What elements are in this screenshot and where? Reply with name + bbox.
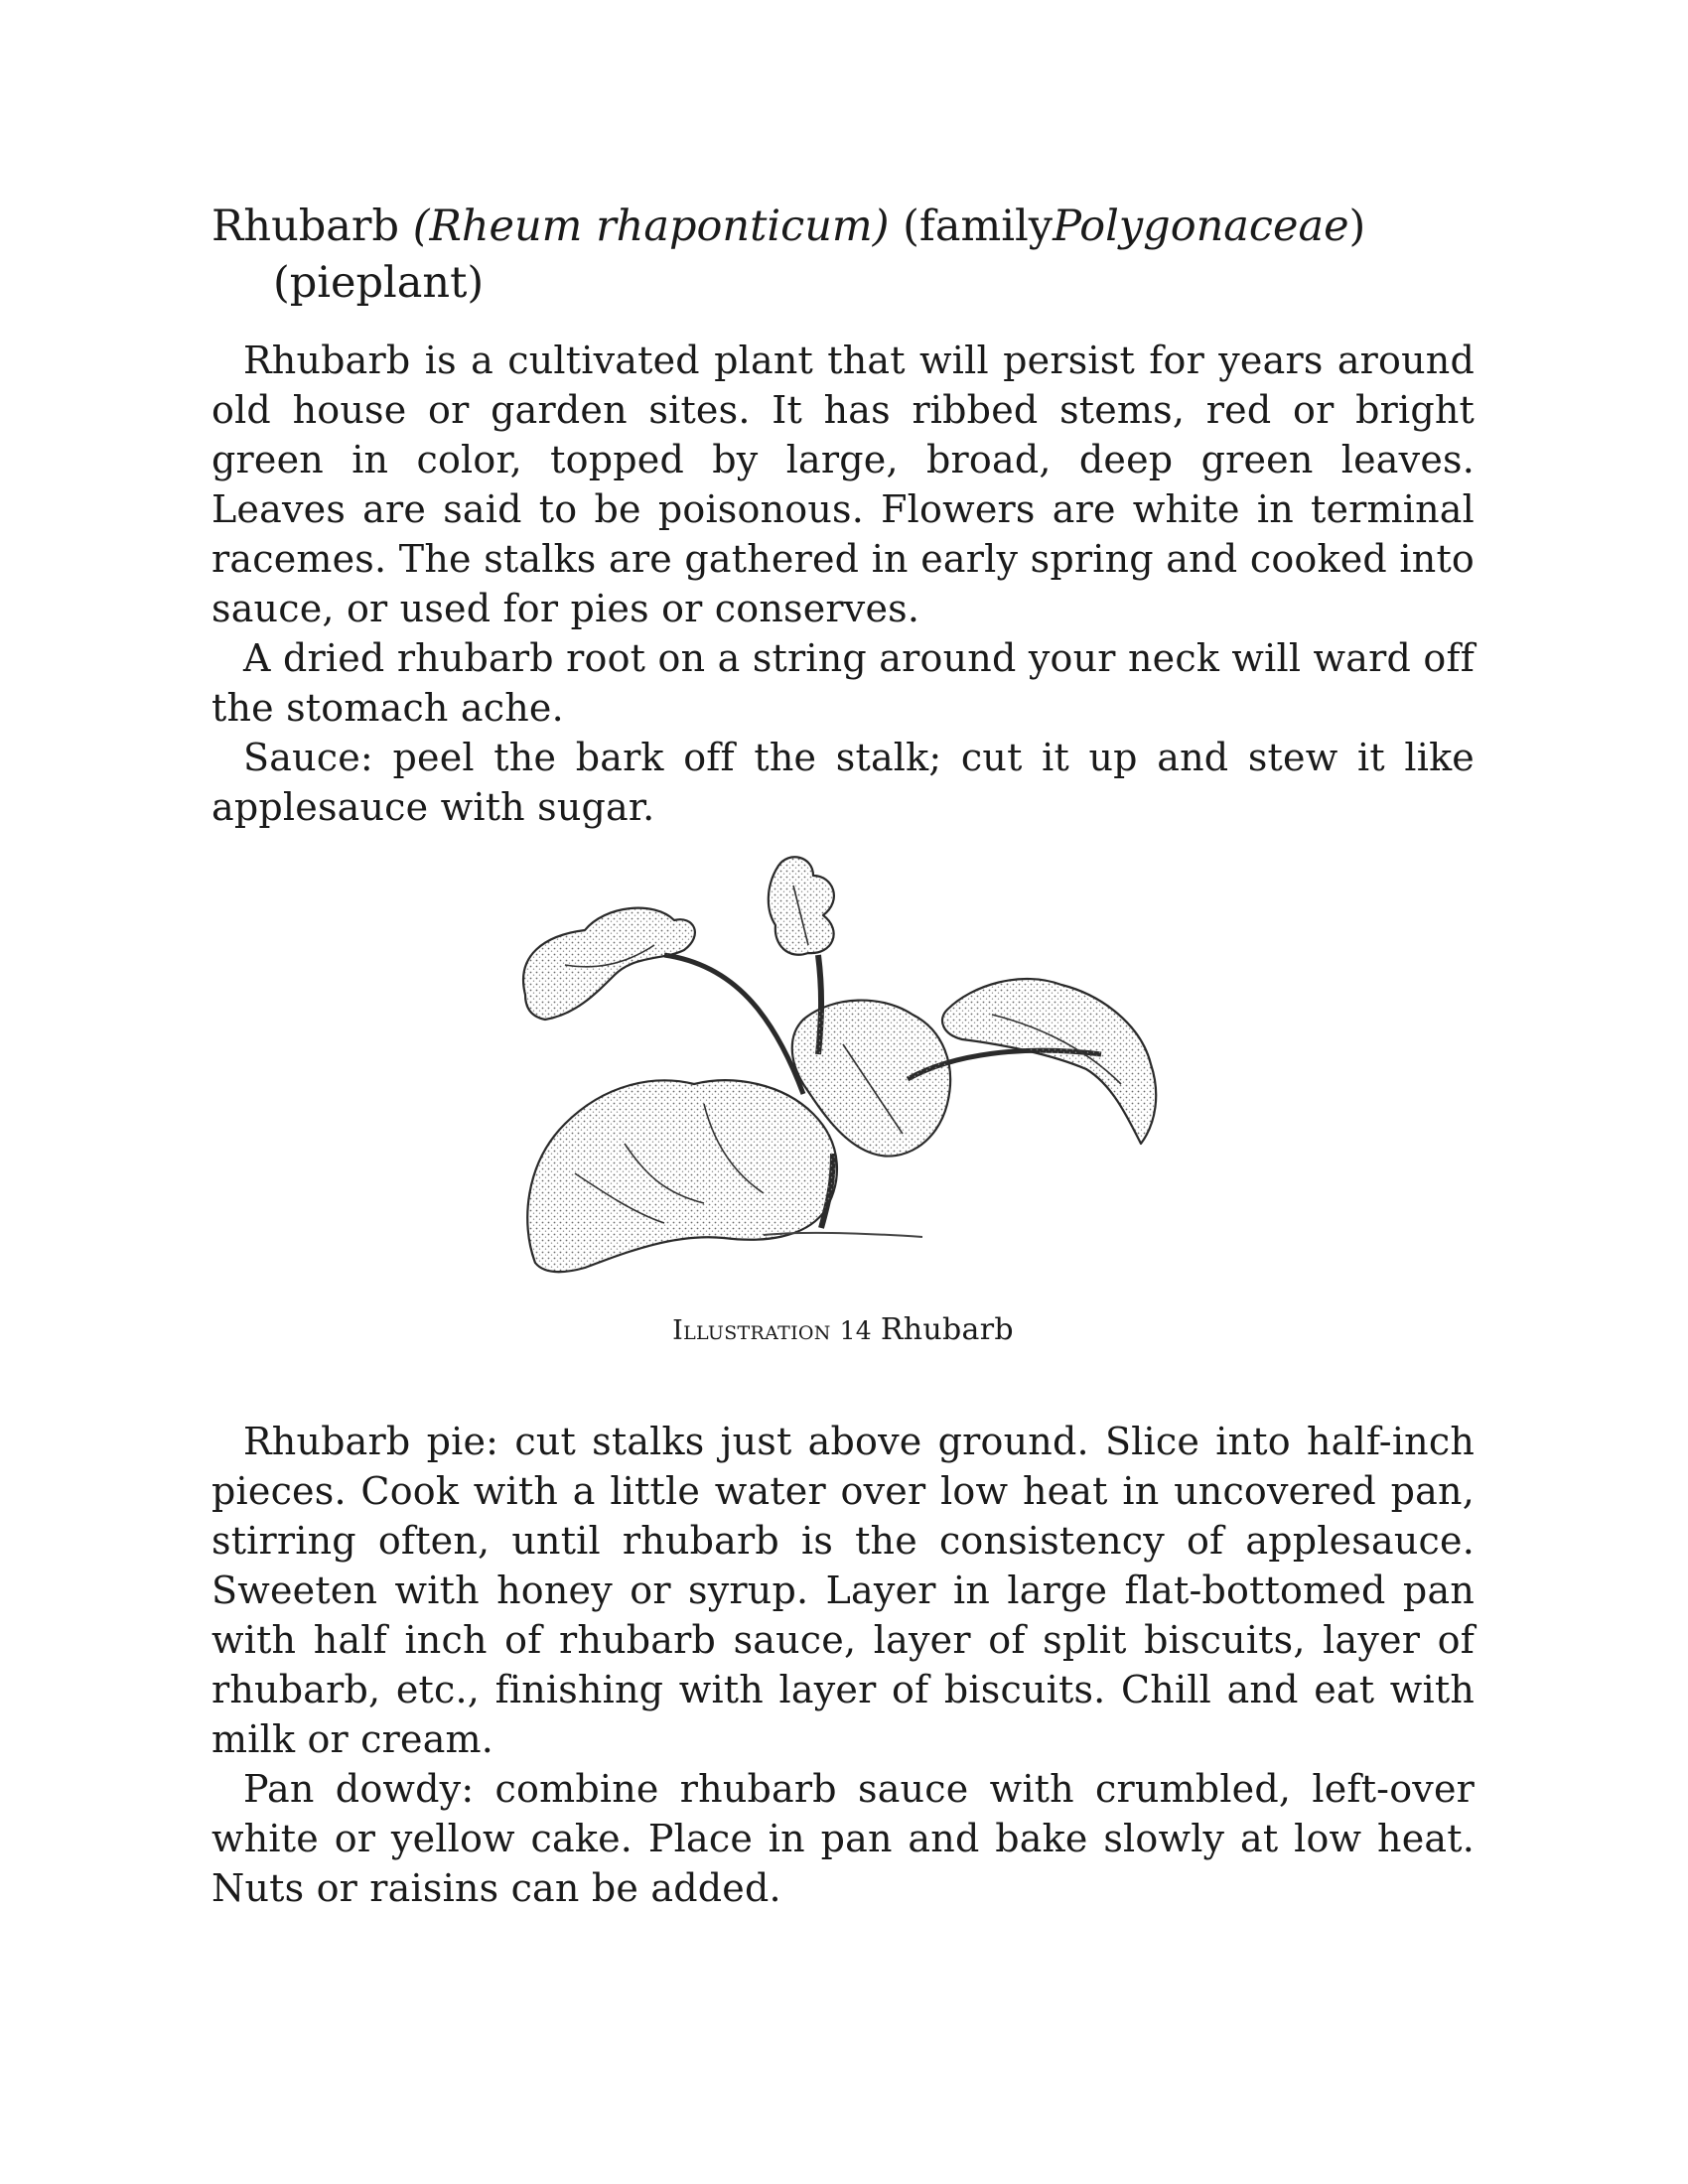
family-label: (family <box>903 202 1054 251</box>
caption-label: Illustration <box>672 1315 831 1346</box>
caption-name: Rhubarb <box>880 1312 1014 1347</box>
illustration-figure <box>211 846 1475 1347</box>
description-section <box>211 336 1475 832</box>
recipes-section <box>211 1417 1475 1913</box>
paragraph: Sauce: peel the bark off the stalk; cut it up and stew it like applesauce with sugar. <box>211 736 1475 829</box>
family-name: Polygonaceae <box>1053 202 1349 251</box>
paragraph: Rhubarb is a cultivated plant that will persist for years around old house or garden sites. It has ribbed stems, red or bright green in color, topped by large, broad, deep green leaves. Leaves are said to be poisonous. Flowers are white in terminal racemes. The stalks are gathered in early spring and cooked into sauce, or used for pies or conserves. <box>211 339 1475 630</box>
page <box>211 199 1475 1913</box>
scientific-name: (Rheum rhaponticum) <box>412 202 890 251</box>
paragraph: A dried rhubarb root on a string around your neck will ward off the stomach ache. <box>211 636 1475 730</box>
entry-name: Rhubarb <box>211 202 400 251</box>
rhubarb-illustration <box>505 846 1181 1293</box>
caption-number: 14 <box>839 1316 872 1345</box>
common-name: (pieplant) <box>273 258 485 308</box>
figure-caption <box>211 1312 1475 1347</box>
family-close: ) <box>1348 202 1366 251</box>
paragraph: Pan dowdy: combine rhubarb sauce with crumbled, left-over white or yellow cake. Place in pan and bake slowly at low heat. Nuts or raisins can be added. <box>211 1767 1475 1910</box>
entry-heading <box>211 199 1475 312</box>
paragraph: Rhubarb pie: cut stalks just above ground. Slice into half-inch pieces. Cook with a little water over low heat in uncovered pan, stirring often, until rhubarb is the consistency of applesauce. Sweeten with honey or syrup. Layer in large flat-bottomed pan with half inch of rhubarb sauce, layer of split biscuits, layer of rhubarb, etc., finishing with layer of biscuits. Chill and eat with milk or cream. <box>211 1420 1475 1761</box>
